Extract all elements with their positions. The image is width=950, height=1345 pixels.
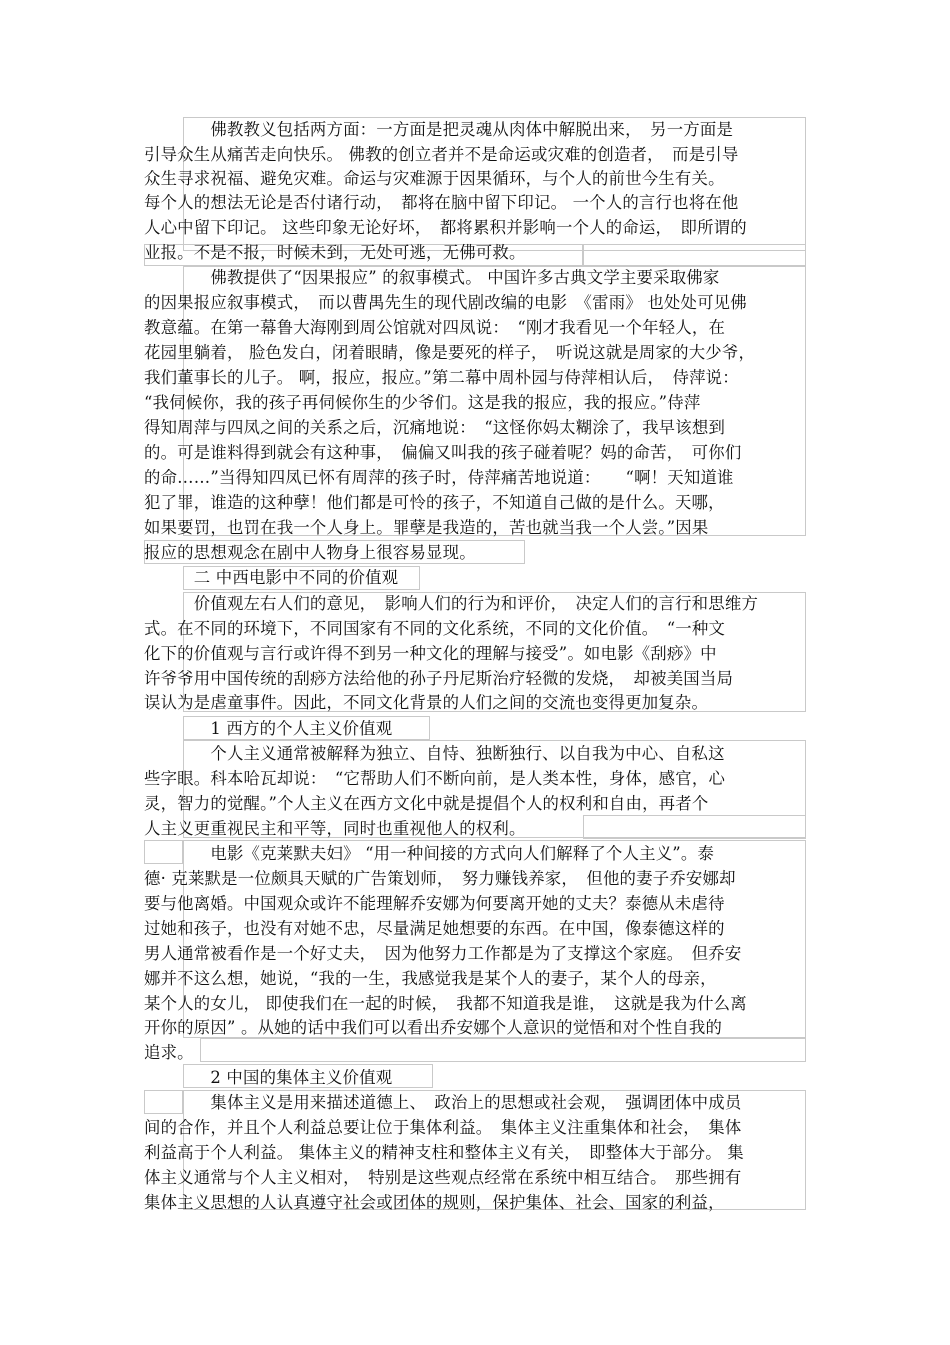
text-line: 娜并不这么想，她说，“我的一生，我感觉我是某个人的妻子，某个人的母亲， — [144, 969, 717, 988]
text-line: 德· 克莱默是一位颇具天赋的广告策划师， 努力赚钱养家， 但他的妻子乔安娜却 — [144, 869, 736, 888]
text-line: 追求。 — [144, 1043, 194, 1062]
text-line: 电影《克莱默夫妇》 “用一种间接的方式向人们解释了个人主义”。泰 — [144, 844, 715, 863]
section-heading: 2 中国的集体主义价值观 — [144, 1068, 393, 1087]
text-line: 如果要罚，也罚在我一个人身上。罪孽是我造的，苦也就当我一个人尝。”因果 — [144, 518, 709, 537]
text-line: 集体主义是用来描述道德上、 政治上的思想或社会观， 强调团体中成员 — [144, 1093, 742, 1112]
section-heading: 1 西方的个人主义价值观 — [144, 719, 393, 738]
text-line: 某个人的女儿， 即使我们在一起的时候， 我都不知道我是谁， 这就是我为什么离 — [144, 994, 747, 1013]
text-line: 教意蕴。在第一幕鲁大海刚到周公馆就对四凤说： “刚才我看见一个年轻人，在 — [144, 318, 726, 337]
text-line: 佛教提供了“因果报应” 的叙事模式。 中国许多古典文学主要采取佛家 — [144, 268, 720, 287]
text-line: 报应的思想观念在剧中人物身上很容易显现。 — [144, 543, 476, 562]
text-line: 个人主义通常被解释为独立、自恃、独断独行、以自我为中心、自私这 — [144, 744, 725, 763]
text-line: 体主义通常与个人主义相对， 特别是这些观点经常在系统中相互结合。 那些拥有 — [144, 1168, 742, 1187]
text-line: 式。在不同的环境下，不同国家有不同的文化系统，不同的文化价值。 “一种文 — [144, 619, 726, 638]
text-line: 化下的价值观与言行或许得不到另一种文化的理解与接受”。如电影《刮痧》中 — [144, 644, 717, 663]
text-line: 犯了罪，谁造的这种孽！他们都是可怜的孩子，不知道自己做的是什么。天哪， — [144, 493, 725, 512]
text-line: 价值观左右人们的意见， 影响人们的行为和评价， 决定人们的言行和思维方 — [144, 594, 759, 613]
text-line: 些字眼。科本哈瓦却说： “它帮助人们不断向前，是人类本性，身体，感官，心 — [144, 769, 726, 788]
text-line: 利益高于个人利益。 集体主义的精神支柱和整体主义有关， 即整体大于部分。 集 — [144, 1143, 744, 1162]
text-line: 许爷爷用中国传统的刮痧方法给他的孙子丹尼斯治疗轻微的发烧， 却被美国当局 — [144, 669, 734, 688]
text-line: 佛教教义包括两方面：一方面是把灵魂从肉体中解脱出来， 另一方面是 — [144, 120, 734, 139]
text-line: 我们董事长的儿子。 啊，报应，报应。”第二幕中周朴园与侍萍相认后， 侍萍说： — [144, 368, 739, 387]
text-line: 的命……”当得知四凤已怀有周萍的孩子时，侍萍痛苦地说道： “啊！天知道谁 — [144, 468, 734, 487]
text-line: 灵，智力的觉醒。”个人主义在西方文化中就是提倡个人的权利和自由，再者个 — [144, 794, 709, 813]
text-line: 男人通常被看作是一个好丈夫， 因为他努力工作都是为了支撑这个家庭。 但乔安 — [144, 944, 742, 963]
text-line: 的因果报应叙事模式， 而以曹禺先生的现代剧改编的电影 《雷雨》 也处处可见佛 — [144, 293, 747, 312]
text-line: 业报。不是不报，时候未到，无处可逃，无佛可救。 — [144, 243, 526, 262]
text-line: 误认为是虐童事件。因此，不同文化背景的人们之间的交流也变得更加复杂。 — [144, 693, 709, 712]
text-line: 开你的原因” 。从她的话中我们可以看出乔安娜个人意识的觉悟和对个性自我的 — [144, 1018, 723, 1037]
text-frame — [200, 1038, 806, 1062]
text-line: 人主义更重视民主和平等，同时也重视他人的权利。 — [144, 819, 526, 838]
text-line: 众生寻求祝福、避免灾难。命运与灾难源于因果循环，与个人的前世今生有关。 — [144, 169, 725, 188]
text-frame — [583, 815, 806, 839]
text-line: 间的合作，并且个人利益总要让位于集体利益。 集体主义注重集体和社会， 集体 — [144, 1118, 742, 1137]
text-line: 每个人的想法无论是否付诸行动， 都将在脑中留下印记。 一个人的言行也将在他 — [144, 193, 739, 212]
section-heading: 二 中西电影中不同的价值观 — [144, 568, 399, 587]
text-line: 要与他离婚。中国观众或许不能理解乔安娜为何要离开她的丈夫？泰德从未虐待 — [144, 894, 725, 913]
text-line: 人心中留下印记。 这些印象无论好坏， 都将累积并影响一个人的命运， 即所谓的 — [144, 218, 747, 237]
text-line: 集体主义思想的人认真遵守社会或团体的规则，保护集体、社会、国家的利益， — [144, 1193, 725, 1212]
text-line: “我伺候你，我的孩子再伺候你生的少爷们。这是我的报应，我的报应。”侍萍 — [144, 393, 701, 412]
text-line: 引导众生从痛苦走向快乐。 佛教的创立者并不是命运或灾难的创造者， 而是引导 — [144, 145, 739, 164]
text-line: 的。可是谁料得到就会有这种事， 偏偏又叫我的孩子碰着呢？妈的命苦， 可你们 — [144, 443, 742, 462]
text-frame — [583, 244, 806, 266]
text-line: 过她和孩子，也没有对她不忠，尽量满足她想要的东西。在中国，像泰德这样的 — [144, 919, 725, 938]
text-line: 花园里躺着， 脸色发白，闭着眼睛，像是要死的样子， 听说这就是周家的大少爷， — [144, 343, 756, 362]
text-line: 得知周萍与四凤之间的关系之后，沉痛地说： “这怪你妈太糊涂了，我早该想到 — [144, 418, 726, 437]
